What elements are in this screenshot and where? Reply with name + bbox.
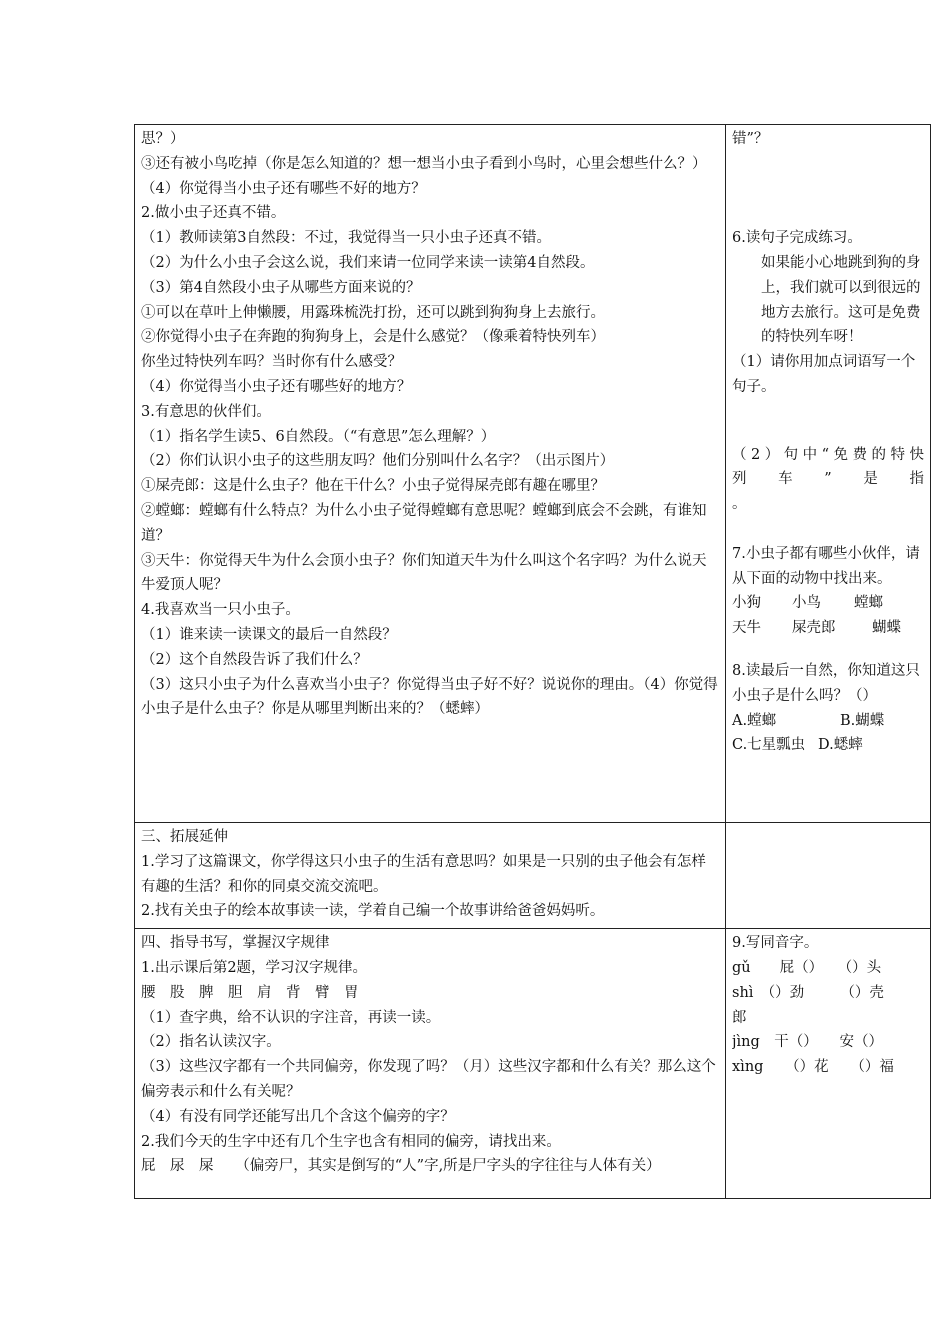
character-list: 腰 股 脾 胆 肩 背 臂 胃 [141,984,359,1001]
homophone-exercise-cell [726,929,931,1199]
text-line: 屁 尿 屎 （偏旁尸，其实是倒写的“人”字,所是尸字头的字往往与人体有关） [141,1158,661,1175]
text-line: （1）教师读第3自然段：不过，我觉得当一只小虫子还真不错。 [141,230,551,247]
text-line: 1.出示课后第2题，学习汉字规律。 [141,959,368,976]
homophone-line: xìng （）花 （）福 [732,1059,894,1076]
text-line: （2）指名认读汉字。 [141,1034,281,1051]
choice-option: D.蟋蟀 [818,737,863,754]
writing-guidance-cell [135,929,726,1199]
animal-option: 天牛 [732,620,761,637]
text-line: （1）指名学生读5、6自然段。（“有意思”怎么理解？） [141,428,496,445]
text-line: （1）谁来读一读课文的最后一自然段？ [141,626,397,643]
question-title: 9.写同音字。 [732,935,819,952]
animal-option: 屎壳郎 [792,620,836,637]
question-text: 列 车 ” 是 指 [732,471,924,488]
text-line: （4）你觉得当小虫子还有哪些不好的地方？ [141,180,426,197]
text-line: ①可以在草叶上伸懒腰，用露珠梳洗打扮，还可以跳到狗狗身上去旅行。 [141,304,605,321]
homophone-line: jìng 干（） 安（） [732,1034,884,1051]
question-text: （1）请你用加点词语写一个句子。 [732,354,916,395]
homophone-line: shì （）劲 （）壳 [732,984,884,1001]
animal-option: 螳螂 [854,595,883,612]
extension-cell [135,823,726,929]
text-line: （3）这些汉字都有一个共同偏旁，你发现了吗？（月）这些汉字都和什么有关？那么这个偏旁表示和什么有关呢？ [141,1059,716,1100]
empty-cell [726,823,931,929]
text-line: 思？） [141,131,185,147]
section-heading: 三、拓展延伸 [141,829,228,845]
text-line: （4）有没有同学还能写出几个含这个偏旁的字？ [141,1108,455,1125]
lesson-plan-table [134,124,931,1199]
homophone-line: gǔ 屁（） （）头 [732,959,882,976]
text-line: ③天牛：你觉得天牛为什么会顶小虫子？你们知道天牛为什么叫这个名字吗？为什么说天牛爱顶人呢？ [141,552,707,594]
question-passage: 如果能小心地跳到狗的身上，我们就可以到很远的地方去旅行。这可是免费的特快列车呀！ [761,254,921,346]
table-row [135,929,931,1199]
section-heading: 四、指导书写，掌握汉字规律 [141,935,330,952]
homophone-line: 郎 [732,1009,747,1026]
question-text: 7.小虫子都有哪些小伙伴，请从下面的动物中找出来。 [732,545,920,587]
text-line: ③还有被小鸟吃掉（你是怎么知道的？想一想当小虫子看到小鸟时，心里会想些什么？） [141,155,707,172]
text-line: 你坐过特快列车吗？当时你有什么感受？ [141,354,402,371]
choice-row [732,709,924,734]
choice-row [732,733,924,758]
animal-option: 蝴蝶 [872,620,901,637]
animal-options-row [732,616,924,641]
text-line: （3）这只小虫子为什么喜欢当小虫子？你觉得当虫子好不好？说说你的理由。（4）你觉得小虫子是什么虫子？你是从哪里判断出来的？（蟋蟀） [141,676,718,718]
text-line: ①屎壳郎：这是什么虫子？他在干什么？小虫子觉得屎壳郎有趣在哪里？ [141,478,605,495]
section-heading: 2.做小虫子还真不错。 [141,205,286,222]
text-line: ②螳螂：螳螂有什么特点？为什么小虫子觉得螳螂有意思呢？螳螂到底会不会跳，有谁知道？ [141,502,707,544]
table-row [135,823,931,929]
exercise-cell [726,125,931,823]
text-line: （1）查字典，给不认识的字注音，再读一读。 [141,1009,441,1026]
text-line: （3）第4自然段小虫子从哪些方面来说的？ [141,279,421,296]
choice-option: C.七星瓢虫 [732,737,806,754]
text-line: ②你觉得小虫子在奔跑的狗狗身上，会是什么感觉？（像乘着特快列车） [141,329,605,346]
table-row [135,125,931,823]
text-line: （2）这个自然段告诉了我们什么？ [141,651,368,668]
animal-options-row [732,591,924,616]
question-title: 6.读句子完成练习。 [732,230,862,247]
text-line: （2）为什么小虫子会这么说，我们来请一位同学来读一读第4自然段。 [141,254,595,271]
question-text: （2）句中“免费的特快 [732,446,924,463]
animal-option: 小狗 [732,595,761,612]
text-line: 2.我们今天的生字中还有几个生字也含有相同的偏旁，请找出来。 [141,1133,561,1150]
text-line: （2）你们认识小虫子的这些朋友吗？他们分别叫什么名字？（出示图片） [141,453,615,470]
text-line: （4）你觉得当小虫子还有哪些好的地方？ [141,378,412,395]
choice-option: B.蝴蝶 [840,712,885,729]
text-line: 1.学习了这篇课文，你学得这只小虫子的生活有意思吗？如果是一只别的虫子他会有怎样有趣的生活？和你的同桌交流交流吧。 [141,853,706,895]
text-line: 错”？ [732,131,769,147]
choice-option: A.螳螂 [732,712,777,729]
teaching-process-cell [135,125,726,823]
question-text: 8.读最后一自然，你知道这只小虫子是什么吗？（） [732,662,920,704]
section-heading: 4.我喜欢当一只小虫子。 [141,602,300,619]
section-heading: 3.有意思的伙伴们。 [141,403,271,420]
animal-option: 小鸟 [792,595,821,612]
question-text: 。 [732,496,747,513]
text-line: 2.找有关虫子的绘本故事读一读，学着自己编一个故事讲给爸爸妈妈听。 [141,903,605,920]
